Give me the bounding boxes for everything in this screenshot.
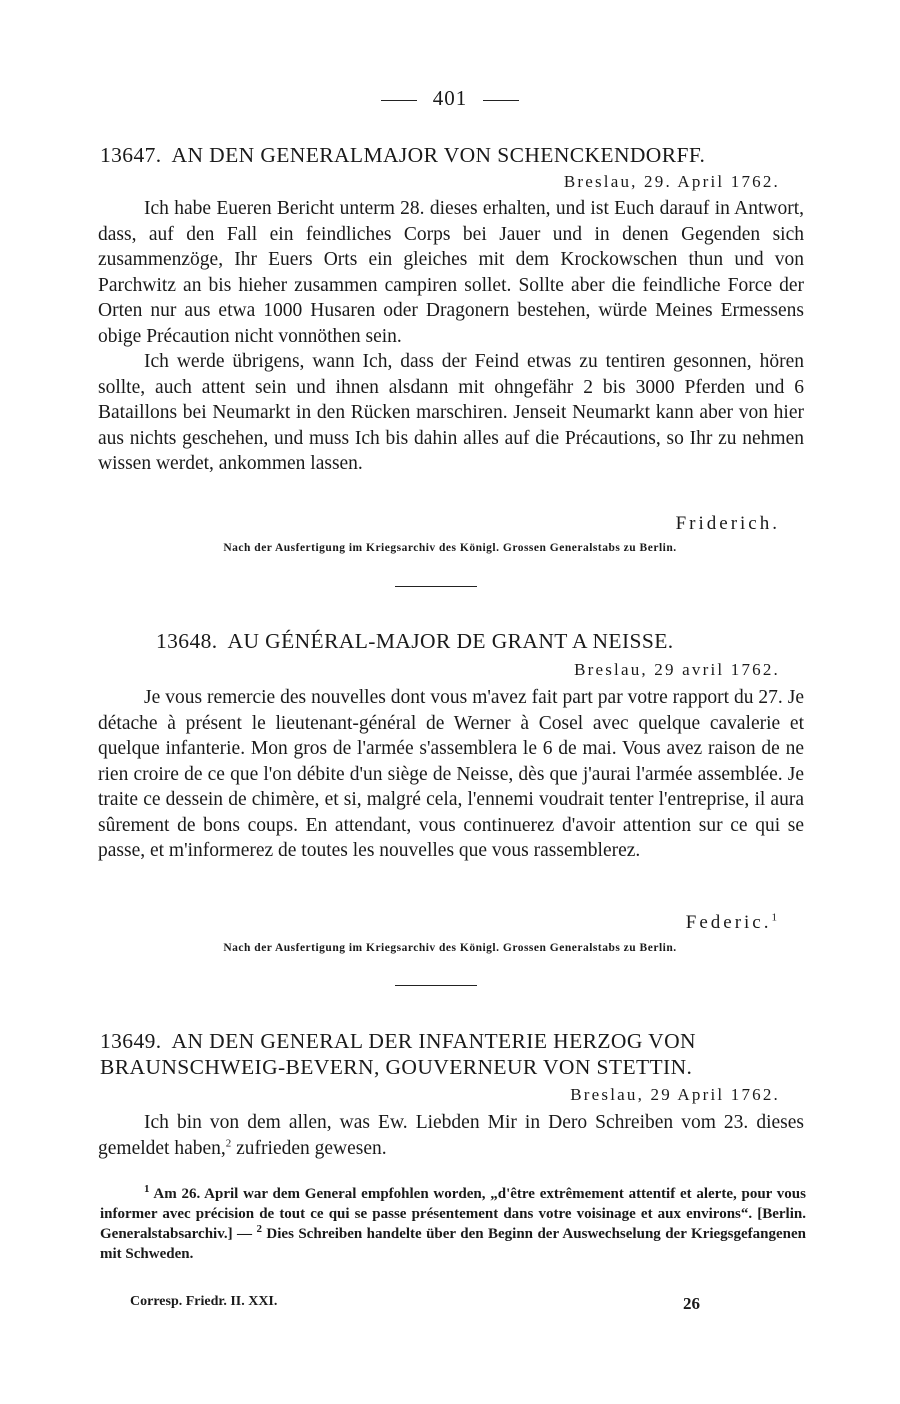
footnote-mark: 1	[144, 1183, 150, 1195]
page-number-rule-left	[381, 100, 417, 101]
footnote-mark: 2	[256, 1223, 262, 1235]
footer-signature: 26	[683, 1294, 700, 1313]
footnote-marker: 1	[771, 911, 780, 924]
letter-number: 13648.	[156, 629, 218, 653]
footnote-marker: 2	[225, 1137, 232, 1149]
page-number-text: 401	[432, 86, 468, 110]
section-separator	[395, 985, 477, 986]
letter-paragraph	[98, 1110, 804, 1161]
letter-number: 13647.	[100, 143, 162, 167]
page-footer	[130, 1294, 700, 1313]
letter-number: 13649.	[100, 1029, 162, 1053]
letter-dateline: Breslau, 29 April 1762.	[570, 1085, 780, 1104]
letter-recipient: AU GÉNÉRAL-MAJOR DE GRANT A NEISSE.	[227, 629, 674, 653]
letter-body-13647	[98, 196, 804, 477]
signature-text: Federic.	[685, 912, 772, 933]
source-note: Nach der Ausfertigung im Kriegsarchiv des Königl. Grossen Generalstabs zu Berlin.	[223, 942, 677, 954]
letter-heading-13647	[100, 142, 810, 168]
footnote	[100, 1184, 806, 1264]
footer-volume: Corresp. Friedr. II. XXI.	[130, 1294, 278, 1309]
page-number	[0, 86, 900, 111]
footnotes	[100, 1184, 806, 1264]
letter-signature	[686, 912, 780, 934]
letter-body-13648	[98, 685, 804, 864]
page-number-rule-right	[483, 100, 519, 101]
letter-paragraph: Je vous remercie des nouvelles dont vous m'avez fait part par votre rapport du 27. Je détache à présent le lieutenant-général de Werner à Cosel avec quelque cavalerie et quelque infanterie. Mon gros de l'armée s'assemblera le 6 de mai. Vous avez raison de ne rien croire de ce que l'on débite d'un siège de Neisse, dès que j'aurai l'armée assemblée. Je traite ce dessein de chimère, et si, malgré cela, l'ennemi voudrait tenter l'entreprise, il aura sûrement de bons coups. En attendant, vous continuerez d'avoir attention sur ce qui se passe, et m'informerez de toutes les nouvelles que vous rassemblerez.	[98, 687, 804, 861]
paragraph-text: Ich bin von dem allen, was Ew. Liebden Mir in Dero Schreiben vom 23. dieses gemeldet haben,	[98, 1112, 804, 1159]
letter-heading-13648	[156, 628, 866, 654]
letter-signature: Friderich.	[675, 513, 780, 534]
section-separator	[395, 586, 477, 587]
letter-body-13649	[98, 1110, 804, 1161]
paragraph-text: zufrieden gewesen.	[231, 1137, 387, 1159]
footnote-text: Dies Schreiben handelte über den Beginn der Auswechselung der Kriegsgefangenen mit Schweden.	[100, 1226, 807, 1262]
letter-recipient: AN DEN GENERALMAJOR VON SCHENCKENDORFF.	[171, 143, 706, 167]
letter-paragraph: Ich werde übrigens, wann Ich, dass der Feind etwas zu tentiren gesonnen, hören sollte, auch attent sein und ihnen alsdann mit ohngefähr 2 bis 3000 Pferden und 6 Bataillons bei Neumarkt in den Rücken marschiren. Jenseit Neumarkt kann aber von hier aus nichts geschehen, und muss Ich bis dahin alles auf die Précautions, so Ihr zu nehmen wissen werdet, ankommen lassen.	[98, 351, 804, 474]
letter-dateline: Breslau, 29. April 1762.	[563, 172, 780, 191]
footnote-text: Am 26. April war dem General empfohlen worden, „d'être extrêmement attentif et alerte, pour vous informer avec précision de tout ce qui se passe présentement dans votre voisinage et aux environs“. [Berlin. Generalstabsarchiv.] —	[100, 1186, 806, 1242]
letter-dateline: Breslau, 29 avril 1762.	[574, 660, 780, 679]
source-note: Nach der Ausfertigung im Kriegsarchiv des Königl. Grossen Generalstabs zu Berlin.	[223, 542, 677, 554]
letter-paragraph: Ich habe Eueren Bericht unterm 28. dieses erhalten, und ist Euch darauf in Antwort, dass, auf den Fall ein feindliches Corps bei Jauer und in denen Gegenden sich zusammenzöge, Ihr Euers Orts ein gleiches mit dem Krockowschen thun und von Parchwitz an bis hieher zusammen campiren sollet. Sollte aber die feindliche Force der Orten nur aus etwa 1000 Husaren oder Dragonern bestehen, würde Meines Ermessens obige Précaution nicht vonnöthen sein.	[98, 198, 804, 347]
letter-recipient: AN DEN GENERAL DER INFANTERIE HERZOG VON BRAUNSCHWEIG-BEVERN, GOUVERNEUR VON STETTIN.	[100, 1029, 696, 1079]
letter-heading-13649	[100, 1028, 810, 1080]
